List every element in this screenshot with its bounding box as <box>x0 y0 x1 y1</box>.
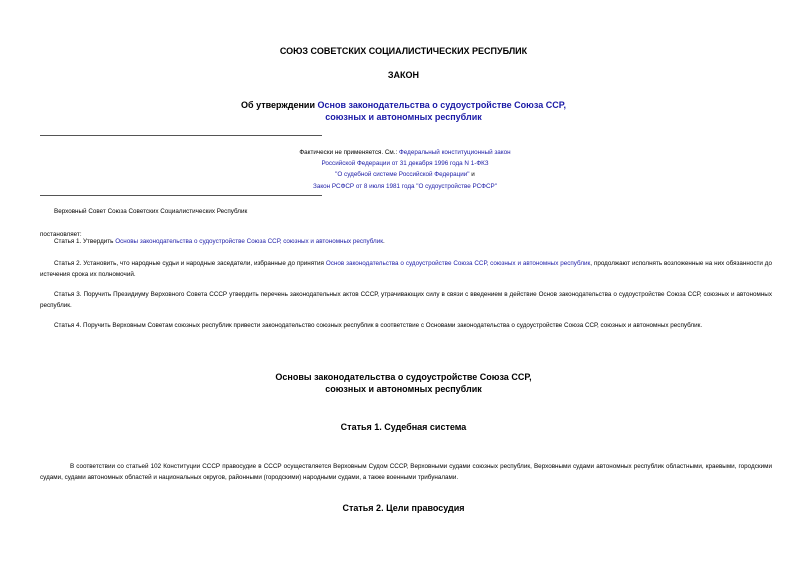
article-2-heading: Статья 2. Цели правосудия <box>342 503 465 513</box>
note-and: и <box>469 171 475 179</box>
title-prefix: Об утверждении <box>241 100 318 110</box>
issuer: Верховный Совет Союза Советских Социалистических Республик <box>54 208 248 215</box>
union-heading: СОЮЗ СОВЕТСКИХ СОЦИАЛИСТИЧЕСКИХ РЕСПУБЛИК <box>279 46 528 56</box>
art1-suffix: . <box>382 238 385 245</box>
note-text: Фактически не применяется. См.: <box>299 149 400 156</box>
article-1-paragraph <box>40 237 772 248</box>
note-link-rsfsr[interactable]: Закон РСФСР от 8 июля 1981 года "О судоустройстве РСФСР" <box>313 182 497 190</box>
fundamentals-title-line1: Основы законодательства о судоустройстве Союза ССР, <box>275 372 532 382</box>
fundamentals-title-line2: союзных и автономных республик <box>325 384 482 394</box>
note-link-fkz[interactable]: Федеральный конституционный закон <box>399 149 511 156</box>
status-note <box>200 147 610 192</box>
article-2-paragraph <box>40 259 772 280</box>
article-4-paragraph: Статья 4. Поручить Верховным Советам союзных республик привести законодательство союзных республик в соответствие с Основами законодательства о судоустройстве Союза ССР, союзных и автономных республик. <box>54 322 703 329</box>
divider-bottom <box>40 195 322 196</box>
note-link-fkz-line3[interactable]: "О судебной системе Российской Федерации" <box>335 171 470 179</box>
doc-type-heading: ЗАКОН <box>387 70 420 80</box>
resolves: постановляет: <box>40 231 82 238</box>
divider-top <box>40 135 322 136</box>
art1-link[interactable]: Основы законодательства о судоустройстве Союза ССР, союзных и автономных республик <box>115 238 383 245</box>
fundamentals-title <box>0 371 807 395</box>
title-link-line2[interactable]: союзных и автономных республик <box>325 112 482 122</box>
law-title <box>0 99 807 123</box>
art2-prefix: Статья 2. Установить, что народные судьи и народные заседатели, избранные до принятия <box>54 260 326 267</box>
art1-prefix: Статья 1. Утвердить <box>54 238 116 245</box>
article-1-heading: Статья 1. Судебная система <box>340 422 467 432</box>
art2-suffix: , продолжают исполнять возложенные на них обязанности до истечения срока их полномочий. <box>40 260 772 278</box>
article-1-text: В соответствии со статьей 102 Конституции СССР правосудие в СССР осуществляется Верховным Судом СССР, Верховными судами союзных республик, Верховными судами автономных республик областными, краевыми, городскими судами, судами автономных областей и национальных округов, районными (городскими) народными судами, а также военными трибуналами. <box>40 463 772 481</box>
note-link-fkz-line2[interactable]: Российской Федерации от 31 декабря 1996 года N 1-ФКЗ <box>321 160 489 168</box>
article-3-paragraph: Статья 3. Поручить Президиуму Верховного Совета СССР утвердить перечень законодательных актов СССР, утрачивающих силу в связи с введением в действие Основ законодательства о судоустройстве Союза ССР, союзных и автономных республик. <box>40 291 772 309</box>
title-link[interactable]: Основ законодательства о судоустройстве Союза ССР, <box>317 100 566 110</box>
art2-link[interactable]: Основ законодательства о судоустройстве Союза ССР, союзных и автономных республик <box>325 260 591 267</box>
